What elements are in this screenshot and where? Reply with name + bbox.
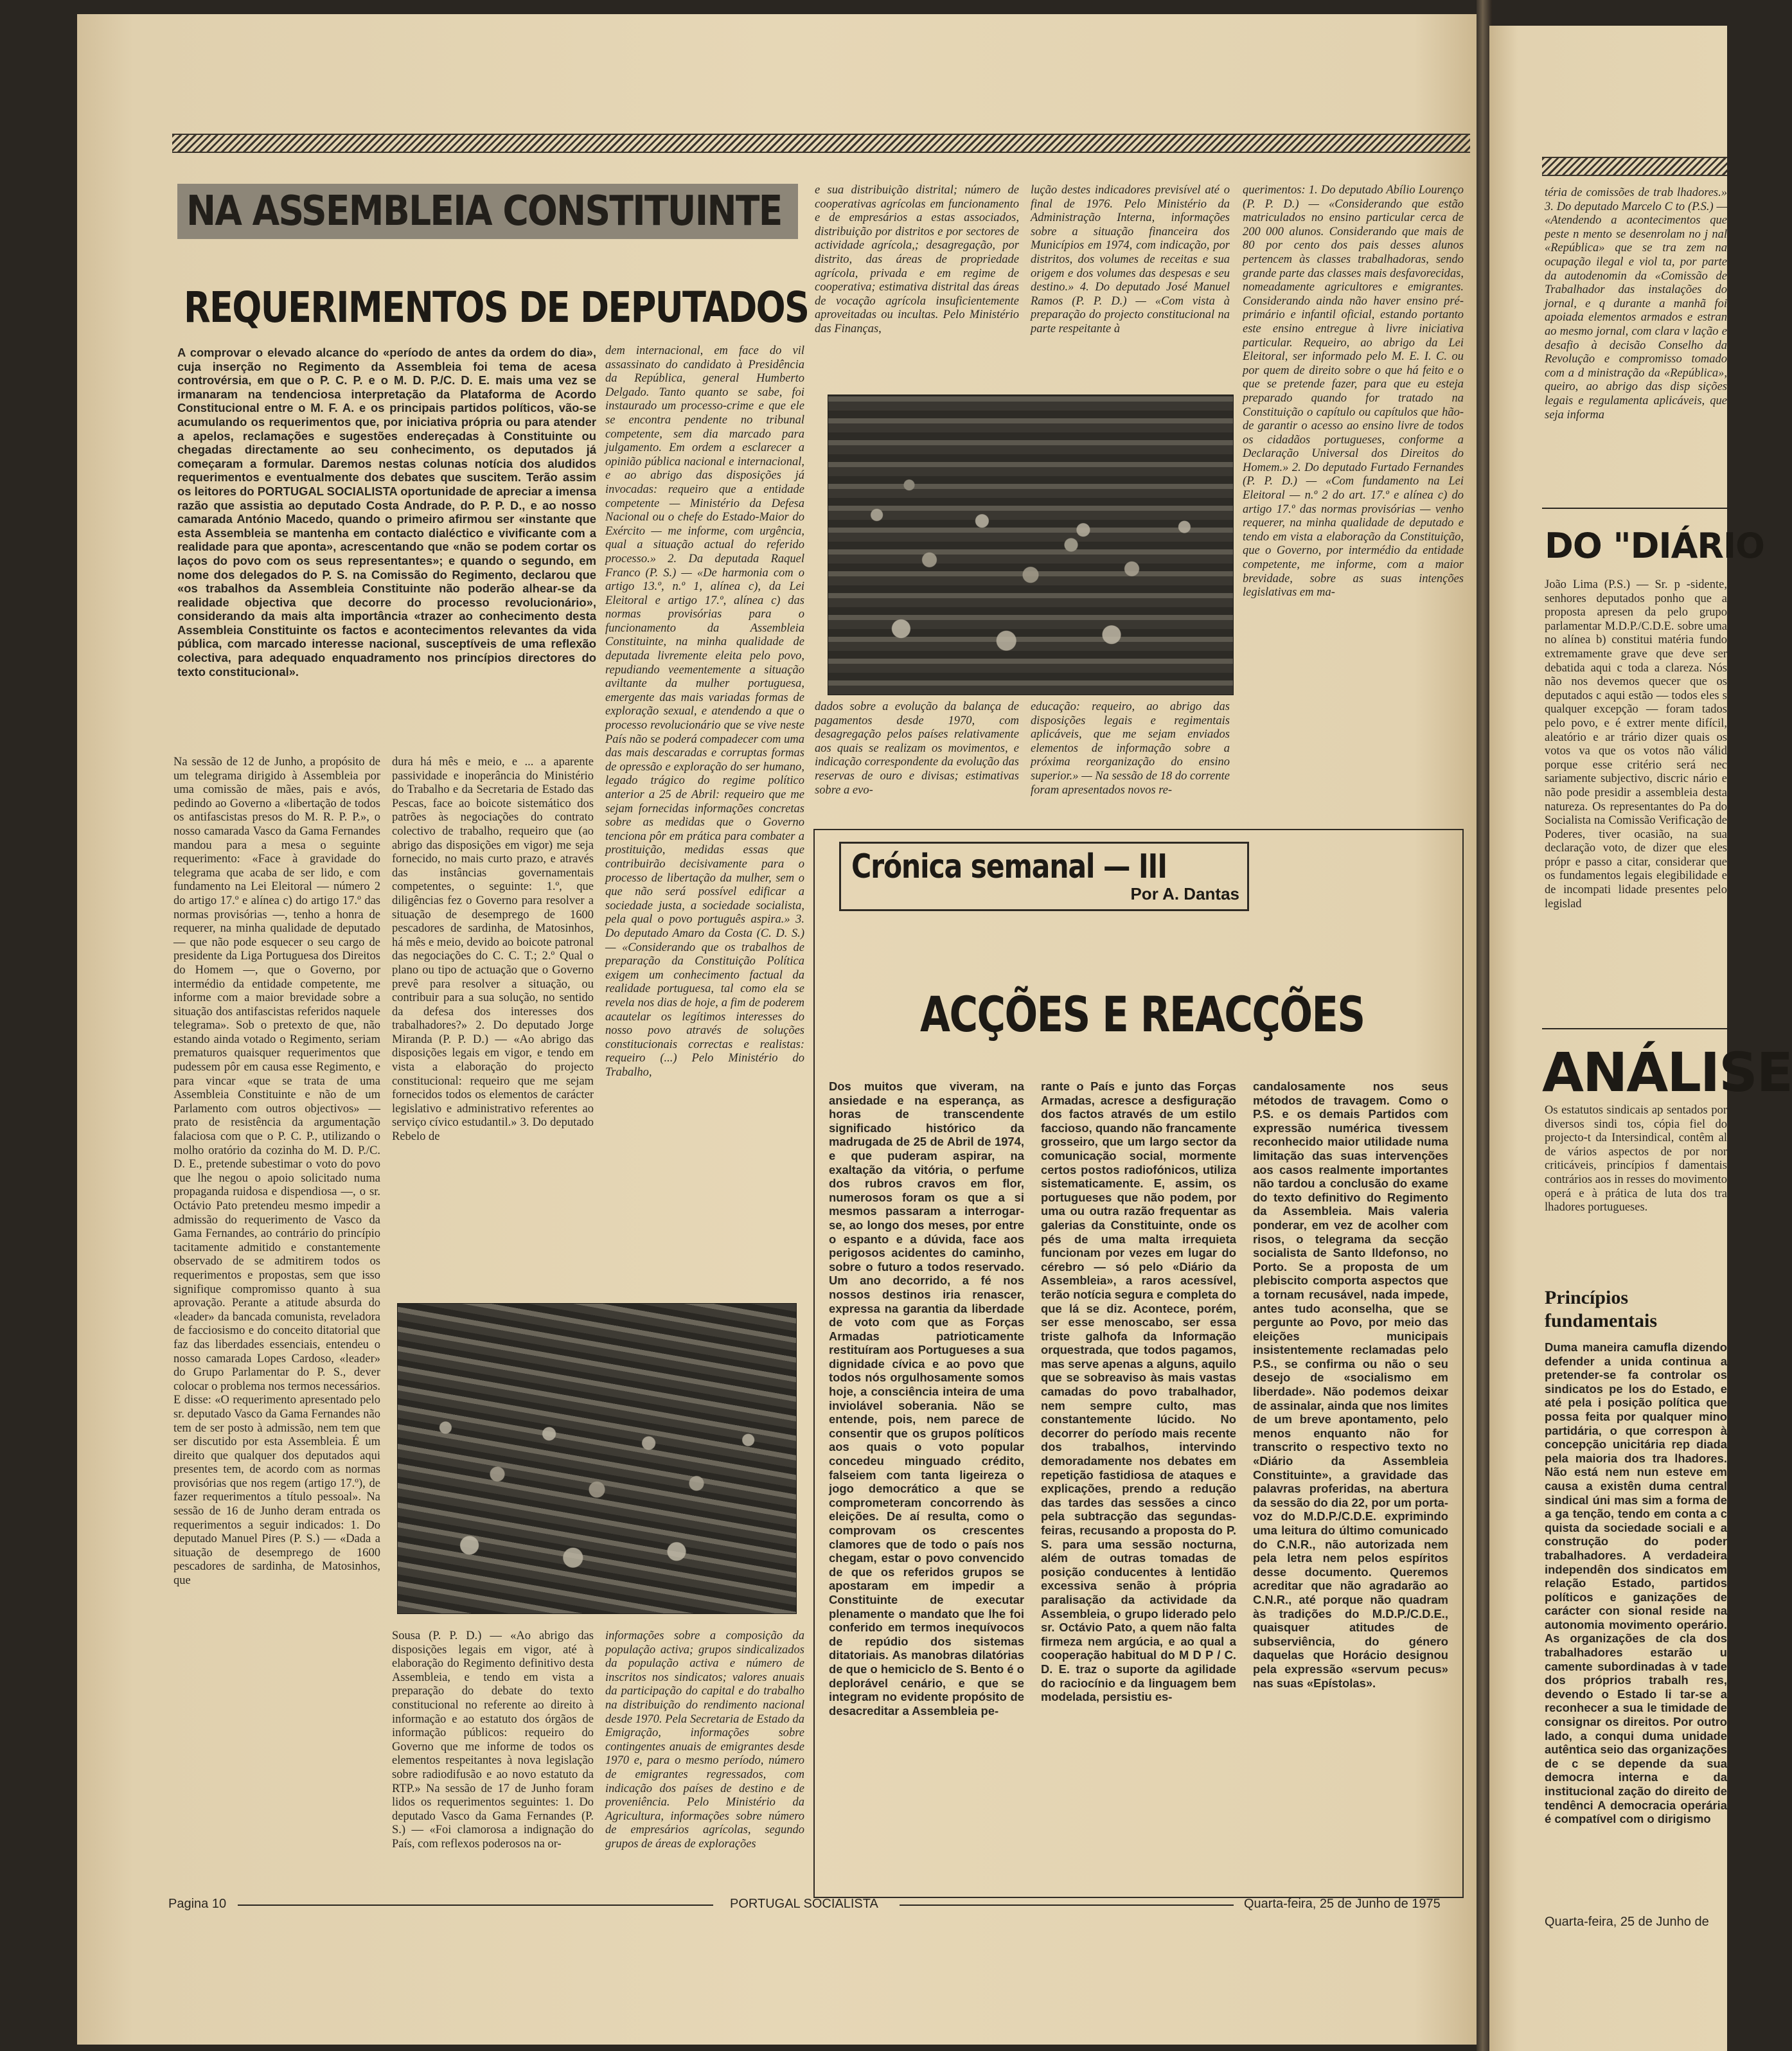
article-column-5-mid <box>1031 700 1230 820</box>
cronica-title: Crónica semanal — III <box>851 848 1167 886</box>
cronica-column-1-text: Dos muitos que viveram, na ansiedade e na esperança, as horas de transcendente significado histórico da madrugada de 25 de Abril de 1974, e que puderam aspirar, na exaltação da vitória, o perfume dos rubros cravos em flor, numerosos foram os que a si mesmos passaram a interrogar-se, ao longo dos meses, por entre o espanto e a dúvida, face aos perigosos acidentes do caminho, sobre o futuro a todos reservado. Um ano decorrido, a fé nos nossos destinos iria renascer, expressa na garantia da liberdade de voto com que as Forças Armadas patrioticamente restituíram aos Portugueses a sua dignidade cívica e ao povo que todos nós orgulhosamente somos hoje, a consciência inteira de uma inviolável soberania. Não se entende, pois, nem parece de consentir que os grupos políticos aos quais o voto popular concedeu minguado crédito, falseiem com tanta ligeireza o jogo democrático a que se comprometeram concorrendo às eleições. De aí resulta, como o comprovam os crescentes clamores que de todo o país nos chegam, estar o povo convencido de que os referidos grupos se apostaram em impedir a Constituinte de executar plenamente o mandato que lhe foi conferido em termos inequívocos de repúdio dos sistemas ditatoriais. As manobras dilatórias de que o hemiciclo de S. Bento é o deplorável cenário, e que se integram no evidente propósito de desacreditar a Assembleia pe- <box>829 1079 1024 1718</box>
right-rule-2 <box>1542 1028 1727 1029</box>
principios-heading: Princípios fundamentais <box>1545 1287 1658 1331</box>
photo-figures-top <box>828 395 1233 695</box>
analise-column <box>1545 1104 1727 1276</box>
cronica-column-2 <box>1041 1079 1236 1887</box>
column-4-top-text: e sua distribuição distrital; número de cooperativas agrícolas em funcionamento e de empresários a estas associados, distribuição por distritos e por sectores de actividade agrícola,; desagregação, por distrito, das áreas de propriedade agrícola, privada e em regime de cooperativa; estimativa distrital das áreas de vocação agrícola insuficientemente aproveitadas ou incultas. Pelo Ministério das Finanças, <box>815 184 1019 335</box>
page-number: Pagina 10 <box>168 1897 227 1911</box>
column-2-bottom-text: Sousa (P. P. D.) — «Ao abrigo das disposições legais em vigor, até à elaboração do Regimento definitivo desta Assembleia, e tendo em vista a preparação do debate do texto constitucional no referente ao direito à informação e ao estatuto dos órgãos de informação públicos: requeiro do Governo que me informe de todos os elementos respeitantes à nova legislação sobre radiodifusão e ao novo estatuto da RTP.» Na sessão de 17 de Junho foram lidos os requerimentos seguintes: 1. Do deputado Vasco da Gama Fernandes (P. S.) — «Foi clamorosa a indignação do País, com reflexos poderosos na or- <box>392 1629 594 1851</box>
column-3-text: dem internacional, em face do vil assassinato do candidato à Presidência da República, general Humberto Delgado. Tanto quanto se sabe, foi instaurado um processo-crime e que ele se encontra pendente no tribunal competente, sem dia marcado para julgamento. Em ordem a esclarecer a opinião pública nacional e internacional, e ao abrigo das disposições já invocadas: requeiro que a entidade competente — Ministério da Defesa Nacional ou o chefe do Estado-Maior do Exército — me informe, com urgência, qual a situação actual do referido processo.» 2. Da deputada Raquel Franco (P. S.) — «De harmonia com o artigo 13.º, n.º 1, alínea c), da Lei Eleitoral e artigo 17.º, alínea c) das normas provisórias para o funcionamento da Assembleia Constituinte, na minha qualidade de deputada livremente eleita pelo povo, repudiando veementemente a situação aviltante da mulher portuguesa, emergente das mais variadas formas de exploração sexual, e atendendo a que o processo revolucionário que se vive neste País não se poderá compadecer com uma das mais descaradas e corruptas formas de opressão e exploração do ser humano, legado trágico do regime político anterior a 25 de Abril: requeiro que me sejam fornecidas informações concretas sobre as medidas que o Governo tenciona pôr em prática para combater a prostituição, medidas essas que contribuirão decisivamente para o processo de libertação da mulher, sem o que não será possível edificar a sociedade justa, a sociedade socialista, pela qual o povo português aspira.» 3. Do deputado Amaro da Costa (C. D. S.) — «Considerando que os trabalhos de preparação da Constituição Política exigem um conhecimento factual da realidade portuguesa, tal como ela se revela nos dias de hoje, a fim de poderem acautelar os legítimos interesses do nosso povo através de soluções constitucionais correctas e realistas: requeiro (...) Pelo Ministério do Trabalho, <box>605 344 804 1079</box>
cronica-column-3 <box>1253 1079 1448 1887</box>
cronica-author: Por A. Dantas <box>1130 884 1239 903</box>
diario-heading: DO "DIÁRIO <box>1545 526 1764 566</box>
column-1-text: Na sessão de 12 de Junho, a propósito de um telegrama dirigido à Assembleia por uma comissão de mães, pais e avós, pedindo ao Governo a «libertação de todos os antifascistas presos do M. R. P. P.», o nosso camarada Vasco da Gama Fernandes mandou para a mesa o seguinte requerimento: «Face à gravidade do telegrama que acaba de ser lido, e com fundamento na Lei Eleitoral — número 2 do artigo 17.º e alínea c) do artigo 17.º das normas provisórias —, tenho a honra de requerer, na minha qualidade de deputado — que não pode esquecer o seu cargo de presidente da Liga Portuguesa dos Direitos do Homem —, que o Governo, por intermédio da entidade competente, me informe com a maior brevidade sobre a situação dos antifascistas referidos naquele telegrama». Sob o pretexto de que, não estando ainda votado o Regimento, seriam prematuros quaisquer requerimentos que pudessem pôr em causa esse Regimento, e para vincar «que se trata de uma Assembleia Constituinte e não de um Parlamento com outros objectivos» — prato de resistência da argumentação falaciosa com que o P. C. P., utilizando o molho oratório da cozinha do M. D. P./C. D. E., pretende subestimar o voto do povo que lhe negou o apoio solicitado numa propaganda ruidosa e dispendiosa —, o sr. Octávio Pato pretendeu mesmo impedir a admissão do requerimento de Vasco da Gama Fernandes, ao contrário do princípio tacitamente admitido e constantemente observado de se admitirem todos os requerimentos e propostas, sem que isso signifique compromisso quanto à sua aprovação. Perante a atitude absurda do «leader» da bancada comunista, reveladora de facciosismo e do conceito ditatorial que faz das liberdades essenciais, entendeu o nosso camarada Lopes Cardoso, «leader» do Grupo Parlamentar do P. S., dever colocar o problema nos termos necessários. E disse: «O requerimento apresentado pelo sr. deputado Vasco da Gama Fernandes não tem de ser posto à admissão, nem tem que ser discutido por esta Assembleia. É um direito que qualquer dos deputados aqui presentes tem, de acordo com as normas provisórias que nos regem (artigo 17.º), de fazer requerimentos a título pessoal». Na sessão de 16 de Junho deram entrada os requerimentos a seguir indicados: 1. Do deputado Manuel Pires (P. S.) — «Dada a situação de desemprego de 1600 pescadores de sardinha, de Matosinhos, que <box>173 756 380 1588</box>
column-4-mid-text: dados sobre a evolução da balança de pagamentos desde 1970, com desagregação pelos países relativamente aos quais se realizam os movimentos, e indicação correspondente da evolução das reservas de ouro e divisas; estimativas sobre a evo- <box>815 700 1019 797</box>
principios-text: Duma maneira camufla dizendo defender a unida continua a pretender-se fa controlar os sindicatos pe los do Estado, e até pela i posição política que possa feita por qualquer mino partidária, o que correspon à concepção unicitária rep diada pela maioria dos tra lhadores. Não está nem nun esteve em causa a existên duma central sindical úni mas sim a forma de a ga tenção, tendo em conta a c quista da sociedade sociali e a construção do poder trabalhadores. A verdadeira independên dos sindicatos em relação Estado, partidos políticos e ganizações de carácter con sional reside na autonomia movimento operário. As organizações de cla dos trabalhadores estarão u camente subordinadas à v tade dos próprios trabalh res, devendo o Estado li tar-se a reconhecer a sua le timidade de consignar os direitos. Por outro lado, a conqui duma unidade autêntica seio das organizações de c se depende da sua democra interna e da institucional zação do direito de tendênci A democracia operária é compatível com o dirigismo <box>1545 1340 1727 1826</box>
article-column-3-bottom <box>605 1629 804 1887</box>
assembly-photo-top <box>828 395 1234 695</box>
cronica-headline: ACÇÕES E REACÇÕES <box>920 986 1365 1043</box>
column-5-mid-text: educação: requeiro, ao abrigo das disposições legais e regimentais aplicáveis, que me sejam enviados elementos de informação sobre a próxima reorganização do ensino superior.» — Na sessão de 18 do corrente foram apresentados novos re- <box>1031 700 1230 797</box>
cronica-column-1 <box>829 1079 1024 1887</box>
section-heading <box>177 184 798 239</box>
principios-column <box>1545 1340 1727 1880</box>
cronica-title-box <box>839 842 1249 911</box>
section-heading-text: NA ASSEMBLEIA CONSTITUINTE <box>186 188 782 235</box>
assembly-photo-bottom <box>397 1303 797 1614</box>
issue-date: Quarta-feira, 25 de Junho de 1975 <box>1244 1897 1441 1911</box>
diario-column <box>1545 578 1727 1054</box>
article-column-5-top <box>1031 184 1230 387</box>
article-column-4-mid <box>815 700 1019 820</box>
analise-text: Os estatutos sindicais ap sentados por diversos sindi tos, cópia fiel do projecto-t da Intersindical, contêm al de vários aspectos de por nor criticáveis, princípios f damentais contrários aos in resses do movimento operá e à prática de luta dos tra lhadores portugueses. <box>1545 1104 1727 1214</box>
right-page-date: Quarta-feira, 25 de Junho de <box>1545 1915 1709 1929</box>
cronica-column-3-text: candalosamente nos seus métodos de travagem. Como o P.S. e os demais Partidos com expressão numérica tivessem reconhecido maior utilidade numa limitação das suas intervenções aos casos realmente importantes não tardou a conclusão do exame do texto definitivo do Regimento da Assembleia. Mais valeria ponderar, em vez de acolher com risos, o telegrama da secção socialista de Santo Ildefonso, no Porto. Se a proposta de um plebiscito comporta aspectos que a tornam recusável, nada impede, antes tudo aconselha, que se pergunte ao Povo, por meio das eleições municipais insistentemente reclamadas pelo P.S., se confirma ou não o seu desejo de «socialismo em liberdade». Não podemos deixar de assinalar, ainda que nos limites de um breve apontamento, pelo menos enquanto não for transcrito o respectivo texto no «Diário da Assembleia Constituinte», a gravidade das palavras proferidas, na abertura da sessão do dia 22, por um porta-voz do M.D.P./C.D.E. exprimindo uma leitura do último comunicado do C.N.R., não autorizada nem pela letra nem pelos espíritos desse documento. Queremos acreditar que não agradarão ao C.N.R., até porque não quadram às tradições do M.D.P./C.D.E., quaisquer atitudes de subserviência, do género daquelas que Horácio designou pela expressão «servum pecus» nas suas «Epístolas». <box>1253 1079 1448 1690</box>
article-column-6 <box>1243 184 1464 820</box>
footer-line-right <box>900 1905 1234 1906</box>
intro-paragraph: A comprovar o elevado alcance do «período de antes da ordem do dia», cuja inserção no Regimento da Assembleia foi tema de acesa controvérsia, em que o P. C. P. e o M. D. P./C. D. E. mais uma vez se irmanaram na tendenciosa interpretação da Plataforma de Acordo Constitucional entre o M. F. A. e os principais partidos políticos, vão-se acumulando os requerimentos que, por iniciativa própria ou para atender a apelos, reclamações e sugestões endereçadas à Constituinte ou chegadas directamente ao seu conhecimento, os deputados já começaram a formular. Daremos nestas colunas notícia dos aludidos requerimentos e eventualmente dos debates que suscitem. Terão assim os leitores do PORTUGAL SOCIALISTA oportunidade de apreciar a imensa razão que assistia ao deputado Costa Andrade, do P. P. D., e ao nosso camarada António Macedo, quando o primeiro afirmou ser «instante que esta Assembleia se mantenha em contacto dialéctico e vivificante com a realidade para que aponta», acrescentando que «não se podem cortar os laços do povo com os seus representantes»; e quando o segundo, em nome dos delegados do P. S. na Comissão do Regimento, declarou que «os trabalhos da Assembleia Constituinte não poderão alhear-se da realidade objectiva que decorre do processo revolucionário», considerando da mais alta importância «trazer ao conhecimento desta Assembleia Constituinte os factos e acontecimentos relevantes da vida pública, com marcado interesse nacional, susceptíveis de uma reflexão colectiva, para adequado enquadramento nos princípios directores do texto constitucional». <box>177 346 596 679</box>
right-rule-1 <box>1542 508 1727 509</box>
right-page-top-text <box>1545 186 1727 492</box>
right-top-text: téria de comissões de trab lhadores.» 3. Do deputado Marcelo C to (P.S.) — «Atendendo a acontecimentos que peste n mento se desenrolam no j nal «República» que se tra zem na ocupação ilegal e viol ta, por parte da autodenomin da «Comissão de Trabalhador das instalações do jornal, e q durante a manhã foi apoiada elementos armados e estran ao mesmo jornal, com clara v lação e desafio à decisão Conselho da Revolução e compromisso tomado com a d ministração da «República», queiro, ao abrigo das disp sições legais e regulamenta aplicáveis, que seja informa <box>1545 186 1727 422</box>
article-column-4-top <box>815 184 1019 387</box>
article-column-3 <box>605 344 804 1276</box>
article-column-2-bottom <box>392 1629 594 1887</box>
diario-text: João Lima (P.S.) — Sr. p -sidente, senhores deputados ponho que a proposta apresen da pelo grupo parlamentar M.D.P./C.D.E. sobre uma no alínea b) constitui matéria fundo extremamente grave que deve ser debatida aqui c toda a clareza. Nós não nos devemos quecer que os deputados c aqui estão — todos eles s qualquer excepção — foram tados pelo povo, e é extrer mente difícil, aleatório e ar trário dizer quais os votos va que os votos não válid porque esse critério será nec sariamente subjectivo, discric nário e não pode presidir a assembleia desta natureza. Os representantes do Pa do Socialista na Comissão Verificação de Poderes, tiver ocasião, na sua declaração voto, de dizer que eles própr e passo a citar, considerar que os fundamentos legais elegibilidade e de incompati lidade presentes pelo legislad <box>1545 578 1727 910</box>
footer-line-left <box>238 1905 713 1906</box>
main-headline: REQUERIMENTOS DE DEPUTADOS <box>184 283 809 332</box>
photo-figures <box>398 1304 796 1613</box>
article-column-2 <box>392 756 594 1270</box>
cronica-column-2-text: rante o País e junto das Forças Armadas, acresce a desfiguração dos factos através de um estilo faccioso, quando não francamente grosseiro, que um largo sector da comunicação social, mormente certos postos radiofónicos, utiliza sistematicamente. E, assim, os portugueses que não podem, por uma ou outra razão frequentar as galerias da Constituinte, onde os pés de uma malta irrequieta funcionam por vezes em lugar do cérebro — só pelo «Diário da Assembleia», a raros acessível, terão notícia segura e completa do que lá se diz. Acontece, porém, ser esse menoscabo, ser essa triste galhofa da Informação orquestrada, que todos pagamos, mas serve apenas a alguns, aquilo que se sobreaviso às mais vastas camadas do povo trabalhador, nem sempre culto, mas constantemente lúcido. No decorrer do período mais recente dos trabalhos, intervindo demoradamente nos debates em repetição fastidiosa de ataques e explicações, prendo a redução das tardes das sessões a cinco pela subtracção das segundas-feiras, recusando a proposta do P. S. para uma sessão nocturna, além de outras tomadas de posição conducentes à lentidão excessiva senão à própria paralisação da actividade da Assembleia, o grupo liderado pelo sr. Octávio Pato, a quem não falta firmeza nem argúcia, e ao qual a cooperação habitual do M D P / C. D. E. traz o suporte da agilidade do raciocínio e da linguagem bem modelada, persistiu es- <box>1041 1079 1236 1704</box>
column-5-top-text: lução destes indicadores previsível até o final de 1976. Pelo Ministério da Administração Interna, informações sobre a situação financeira dos Municípios em 1974, com indicação, por distritos, dos volumes de receitas e sua origem e dos volumes das despesas e seu destino.» 4. Do deputado José Manuel Ramos (P. P. D.) — «Com vista à preparação do projecto constitucional na parte respeitante à <box>1031 184 1230 335</box>
newspaper-name: PORTUGAL SOCIALISTA <box>730 1897 878 1911</box>
column-3-bottom-text: informações sobre a composição da população activa; grupos sindicalizados da população activa e número de inscritos nos sindicatos; valores anuais da participação do capital e do trabalho na distribuição do rendimento nacional desde 1970. Pela Secretaria de Estado da Emigração, informações sobre contingentes anuais de emigrantes desde 1970 e, para o mesmo período, número de emigrantes regressados, com indicação dos países de destino e de proveniência. Pelo Ministério da Agricultura, informações sobre número de empresários agrícolas, segundo grupos de áreas de explorações <box>605 1629 804 1851</box>
analise-heading: ANÁLISE <box>1542 1041 1792 1104</box>
top-rule-right <box>1542 157 1727 176</box>
top-rule-left <box>172 134 1470 153</box>
article-column-1 <box>173 756 380 1887</box>
column-2-text: dura há mês e meio, e ... a aparente passividade e inoperância do Ministério do Trabalho e da Secretaria de Estado das Pescas, face ao boicote sistemático dos patrões às negociações do contrato colectivo de trabalho, requeiro que (ao abrigo das disposições em vigor) me seja fornecido, no mais curto prazo, e através das instâncias governamentais competentes, o seguinte: 1.º, que diligências fez o Governo para resolver a situação de desemprego de 1600 pescadores de sardinha, de Matosinhos, há mês e meio, devido ao boicote patronal das negociações do C. C. T.; 2.º Qual o plano ou tipo de actuação que o Governo prevê para resolver a situação, ou contribuir para a sua solução, no sentido da defesa dos interesses dos trabalhadores?» 2. Do deputado Jorge Miranda (P. P. D.) — «Ao abrigo das disposições legais em vigor, e tendo em vista a elaboração do projecto constitucional: requeiro que me sejam fornecidos todos os elementos de carácter legislativo e administrativo referentes ao serviço cívico estudantil.» 3. Do deputado Rebelo de <box>392 756 594 1144</box>
column-6-text: querimentos: 1. Do deputado Abílio Lourenço (P. P. D.) — «Considerando que estão matriculados no ensino particular cerca de 200 000 alunos. Considerando que mais de 80 por cento dos pais desses alunos pertencem às classes trabalhadoras, sendo grande parte das classes mais desfavorecidas, nomeadamente agricultores e emigrantes. Considerando ainda não haver ensino pré-primário e infantil oficial, estando portanto este ensino entregue à livre iniciativa particular. Requeiro, ao abrigo da Lei Eleitoral, ser informado pelo M. E. I. C. ou por quem de direito sobre o que há feito e o que se pretende fazer, para que eu esteja preparado quando for tratado na Constituição o capítulo ou capítulos que hão-de garantir o acesso ao ensino livre de todos os cidadãos portugueses, conforme a Declaração Universal dos Direitos do Homem.» 2. Do deputado Furtado Fernandes (P. P. D.) — «Com fundamento na Lei Eleitoral — n.º 2 do art. 17.º e alínea c) do artigo 17.º das normas provisórias — venho requerer, na minha qualidade de deputado e tendo em vista a elaboração da Constituição, que o Governo, por intermédio da entidade competente, me informe, com a maior brevidade, sobre as suas intenções legislativas em ma- <box>1243 184 1464 599</box>
